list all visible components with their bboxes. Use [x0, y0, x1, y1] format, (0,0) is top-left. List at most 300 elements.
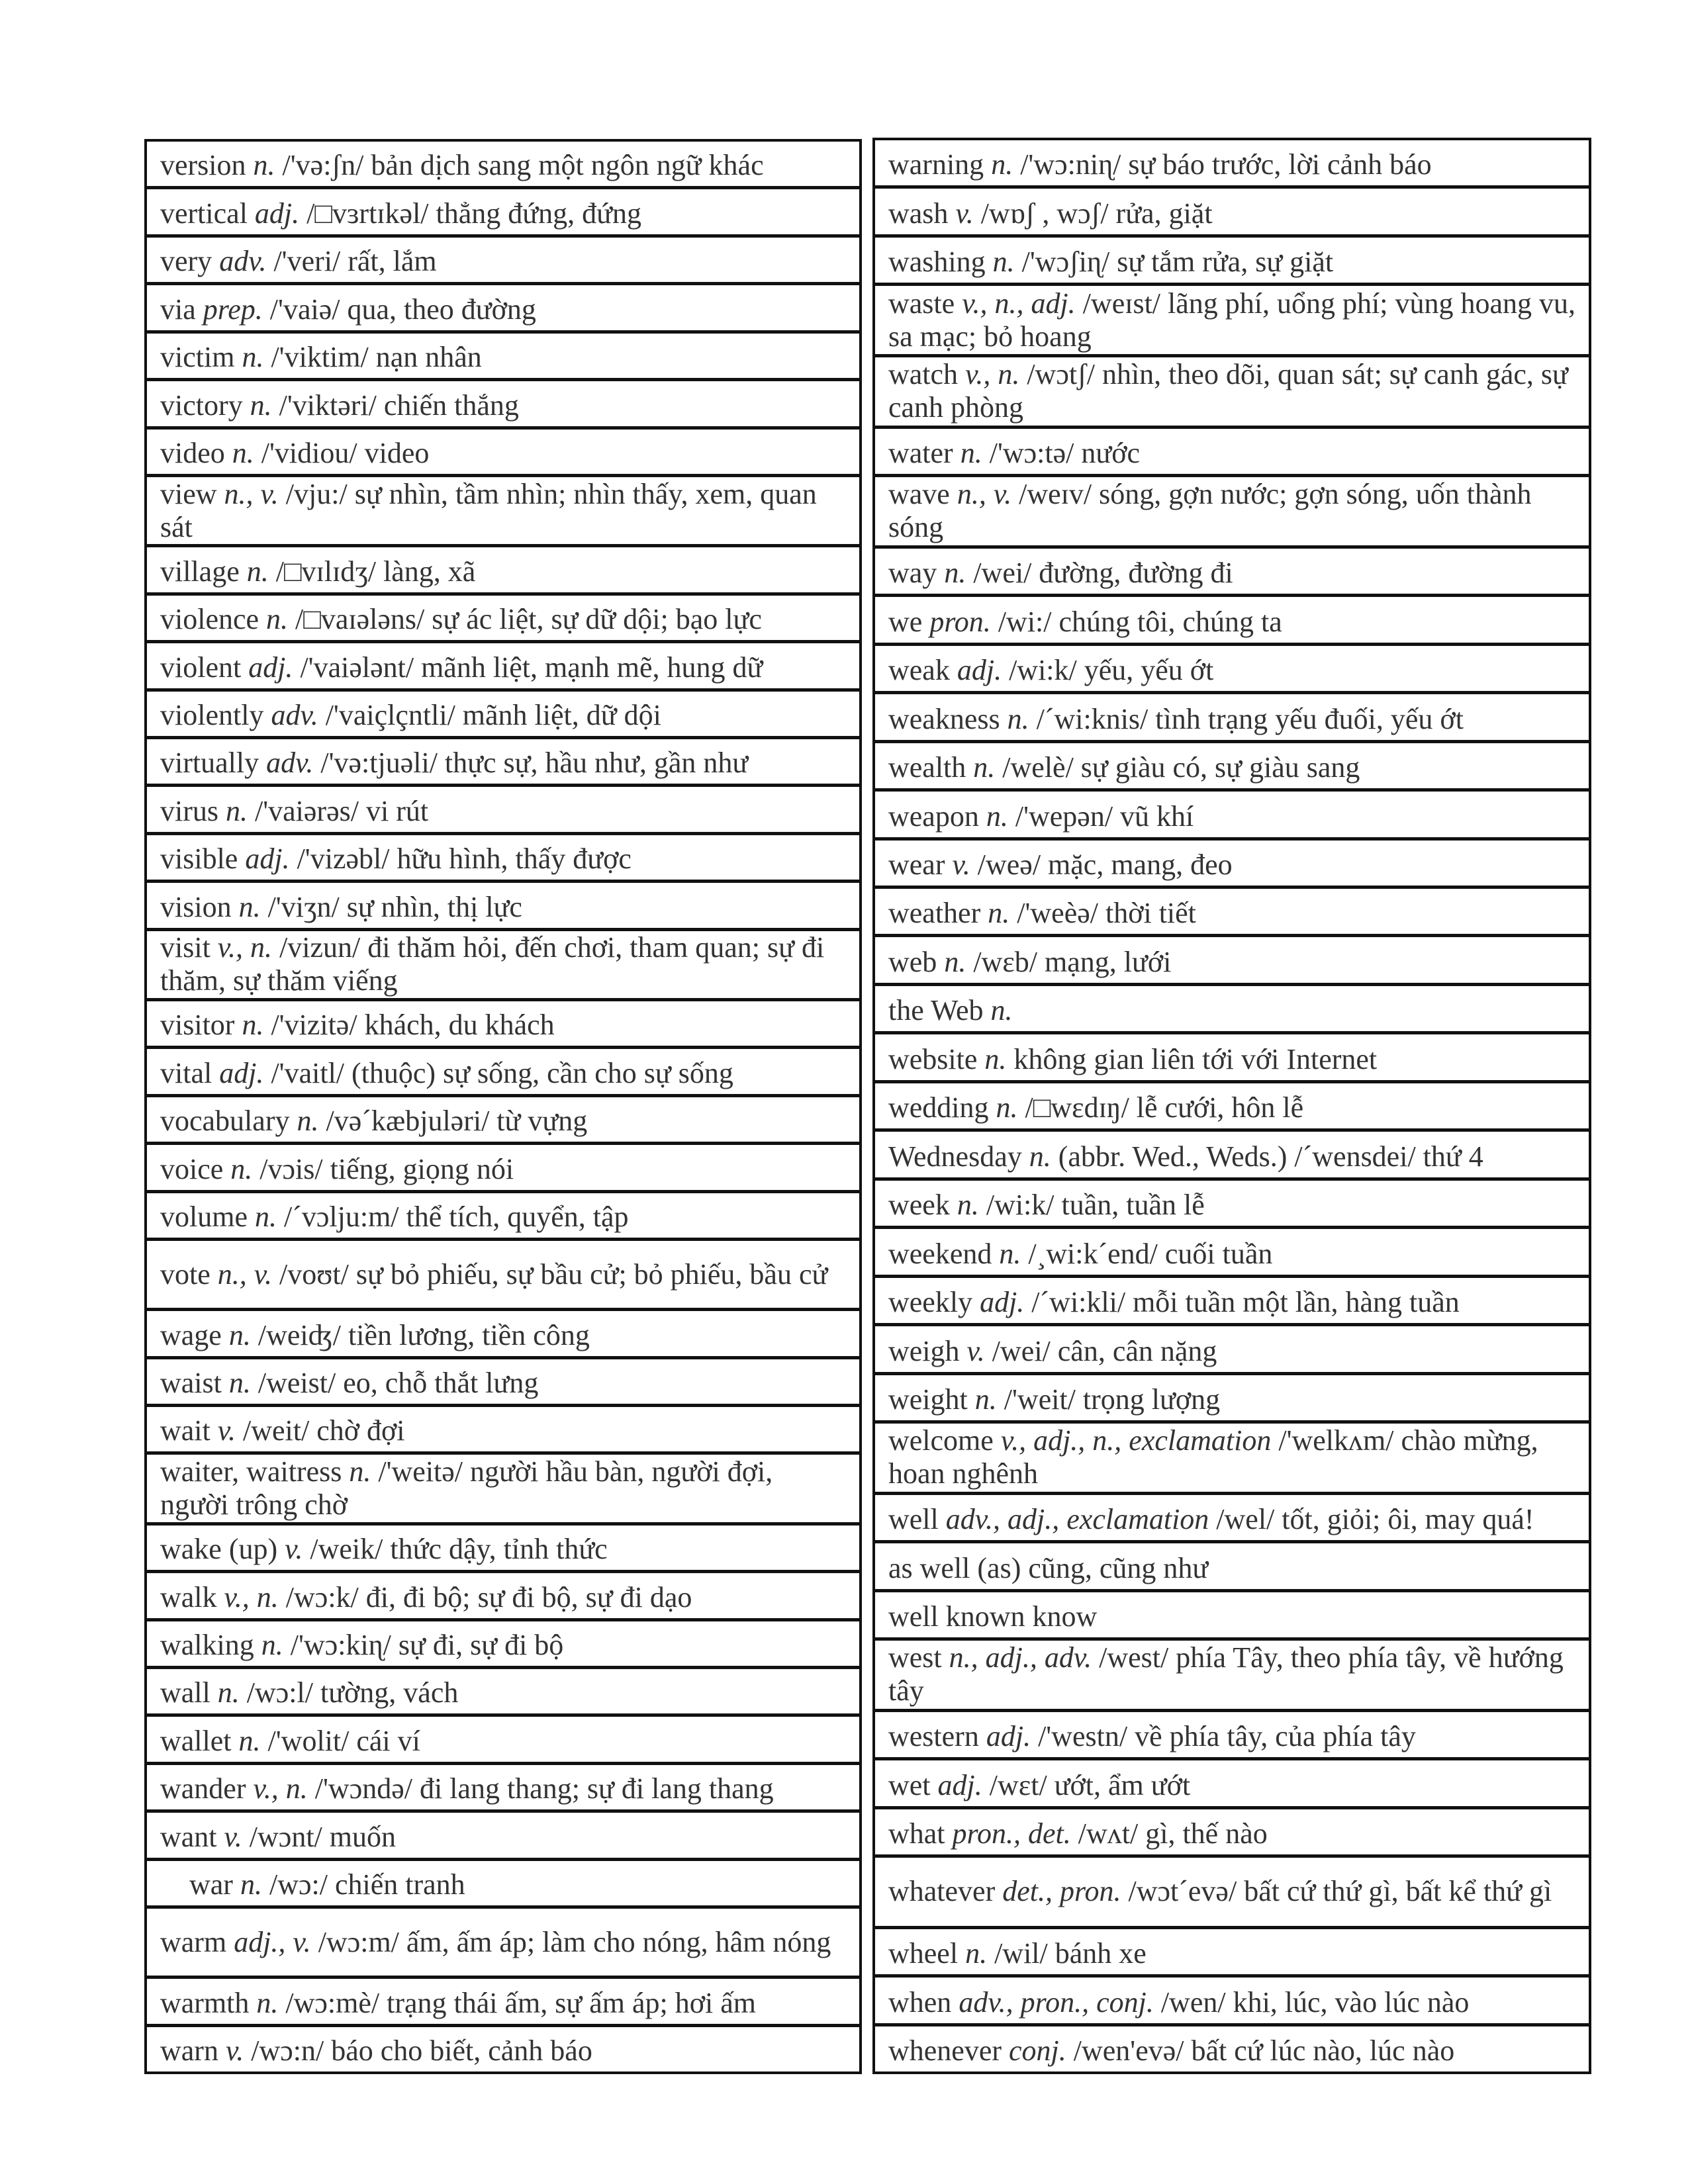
vocabulary-entry: [147, 1765, 859, 1813]
entry-part-of-speech: n., adj., adv.: [949, 1641, 1092, 1674]
entry-word: violent: [160, 651, 242, 684]
entry-definition: /'wɔʃiɳ/ sự tắm rửa, sự giặt: [1021, 246, 1334, 279]
vocabulary-entry: [147, 1359, 859, 1407]
entry-word: view: [160, 477, 217, 510]
entry-part-of-speech: n.: [256, 1986, 279, 2019]
entry-definition: /'vizəbl/ hữu hình, thấy được: [297, 842, 632, 876]
entry-word: waist: [160, 1367, 222, 1400]
entry-part-of-speech: adv.: [266, 747, 314, 780]
entry-part-of-speech: v., n.: [965, 358, 1020, 391]
entry-definition: /wɛt/ ướt, ẩm ướt: [989, 1768, 1191, 1801]
entry-word: vertical: [160, 197, 248, 230]
vocabulary-entry: [875, 1034, 1589, 1083]
vocabulary-entry: [147, 787, 859, 835]
entry-part-of-speech: n.: [217, 1676, 240, 1709]
vocabulary-entry: [147, 1145, 859, 1193]
entry-word: warn: [160, 2034, 218, 2068]
entry-part-of-speech: n.: [261, 1628, 283, 1661]
entry-part-of-speech: adj., v.: [234, 1925, 311, 1958]
vocabulary-entry: [875, 1858, 1589, 1929]
entry-word: very: [160, 245, 212, 278]
entry-word: vision: [160, 890, 232, 923]
vocabulary-entry: [147, 1813, 859, 1860]
entry-text: [888, 1189, 1205, 1226]
entry-text: [888, 1286, 1460, 1323]
entry-text: [160, 293, 536, 330]
entry-word: victory: [160, 388, 243, 422]
entry-text: [888, 557, 1233, 594]
entry-text: [888, 1769, 1190, 1806]
entry-word: warmth: [160, 1986, 250, 2019]
entry-text: [160, 1987, 756, 2024]
entry-part-of-speech: adv.: [271, 698, 318, 731]
vocabulary-entry: [147, 643, 859, 691]
entry-word: wedding: [888, 1091, 989, 1124]
entry-part-of-speech: n.: [960, 437, 982, 470]
entry-text: [160, 1009, 555, 1046]
entry-definition: /'viktəri/ chiến thắng: [279, 388, 519, 422]
vocabulary-entry: [147, 238, 859, 285]
entry-definition: /weik/ thức dậy, tỉnh thức: [310, 1533, 608, 1566]
entry-word: watch: [888, 358, 959, 391]
entry-part-of-speech: v.: [224, 1820, 242, 1853]
entry-word: water: [888, 437, 953, 470]
vocabulary-entry: [147, 1049, 859, 1097]
vocabulary-entry: [875, 1132, 1589, 1180]
entry-word: vocabulary: [160, 1105, 290, 1138]
vocabulary-entry: [875, 1978, 1589, 2026]
entry-part-of-speech: n.: [349, 1455, 371, 1488]
entry-part-of-speech: conj.: [1009, 2034, 1066, 2068]
entry-text: [160, 555, 475, 592]
vocabulary-table-left: [144, 139, 862, 2074]
vocabulary-entry: [875, 2026, 1589, 2071]
entry-word: virus: [160, 794, 218, 827]
vocabulary-entry: [147, 1979, 859, 2026]
entry-word: what: [888, 1817, 945, 1850]
entry-part-of-speech: v., n.: [224, 1580, 279, 1614]
vocabulary-entry: [147, 1193, 859, 1241]
entry-part-of-speech: n.: [990, 994, 1013, 1027]
entry-word: visible: [160, 842, 238, 876]
entry-word: weather: [888, 897, 981, 930]
entry-definition: /vizun/ đi thăm hỏi, đến chơi, tham quan; sự đi thăm, sự thăm viếng: [160, 931, 825, 997]
entry-definition: /weit/ chờ đợi: [243, 1414, 405, 1447]
entry-definition: /wen'evə/ bất cứ lúc nào, lúc nào: [1073, 2034, 1455, 2068]
entry-word: weak: [888, 654, 950, 687]
entry-part-of-speech: n.: [965, 1937, 988, 1970]
entry-text: [888, 751, 1360, 788]
entry-part-of-speech: n.: [238, 890, 261, 923]
entry-part-of-speech: v.: [225, 2034, 244, 2068]
entry-text: [160, 1821, 396, 1858]
entry-word: whatever: [888, 1875, 996, 1908]
entry-part-of-speech: n.: [242, 1009, 264, 1042]
entry-text: [888, 148, 1432, 185]
entry-definition: /wɔ:k/ đi, đi bộ; sự đi bộ, sự đi dạo: [285, 1580, 692, 1614]
entry-word: victim: [160, 341, 235, 374]
entry-word: waiter, waitress: [160, 1455, 342, 1488]
vocabulary-entry: [875, 1495, 1589, 1543]
vocabulary-entry: [875, 1592, 1589, 1641]
entry-part-of-speech: n.: [253, 149, 275, 182]
vocabulary-entry: [147, 1717, 859, 1764]
entry-definition: /□wɛdɪŋ/ lễ cưới, hôn lễ: [1025, 1091, 1304, 1124]
vocabulary-entry: [147, 189, 859, 237]
entry-definition: /'weèə/ thời tiết: [1017, 897, 1196, 930]
entry-text: [160, 341, 482, 378]
entry-part-of-speech: prep.: [203, 293, 263, 326]
entry-part-of-speech: n.: [944, 557, 966, 590]
entry-word: washing: [888, 246, 986, 279]
entry-text: [160, 1201, 629, 1238]
entry-definition: /weə/ mặc, mang, đeo: [977, 848, 1233, 881]
vocabulary-entry: [875, 189, 1589, 237]
vocabulary-entry: [147, 381, 859, 429]
vocabulary-entry: [147, 739, 859, 787]
entry-part-of-speech: n.: [297, 1105, 319, 1138]
entry-definition: /'wɔ:kiɳ/ sự đi, sự đi bộ: [290, 1628, 564, 1661]
entry-word: virtually: [160, 747, 259, 780]
vocabulary-entry: [875, 1543, 1589, 1592]
entry-word: wash: [888, 197, 949, 230]
vocabulary-entry: [875, 646, 1589, 694]
entry-definition: /wɔ:l/ tường, vách: [246, 1676, 459, 1709]
entry-part-of-speech: n.: [944, 945, 966, 978]
entry-definition: /weɪst/ lãng phí, uổng phí; vùng hoang vu, sa mạc; bỏ hoang: [888, 287, 1575, 353]
entry-text: [160, 1367, 538, 1404]
entry-definition: /west/ phía Tây, theo phía tây, về hướng tây: [888, 1641, 1564, 1707]
entry-word: via: [160, 293, 196, 326]
vocabulary-entry: [875, 477, 1589, 549]
entry-definition: /wei/ cân, cân nặng: [992, 1334, 1217, 1367]
entry-word: week: [888, 1189, 950, 1222]
entry-word: version: [160, 149, 246, 182]
entry-definition: cũng, cũng như: [1028, 1551, 1209, 1584]
entry-word: warm: [160, 1925, 227, 1958]
vocabulary-entry: [875, 792, 1589, 840]
entry-text: [160, 1772, 774, 1809]
vocabulary-entry: [875, 286, 1589, 357]
vocabulary-entry: [147, 1455, 859, 1525]
entry-definition: /wi:k/ tuần, tuần lễ: [986, 1189, 1205, 1222]
entry-text: [888, 703, 1464, 740]
vocabulary-entry: [875, 1760, 1589, 1809]
entry-definition: /´wi:kli/ mỗi tuần một lần, hàng tuần: [1031, 1286, 1460, 1319]
entry-definition: /weist/ eo, chỗ thắt lưng: [258, 1367, 539, 1400]
vocabulary-entry: [875, 937, 1589, 985]
entry-definition: /wɔ:n/ báo cho biết, cảnh báo: [251, 2034, 592, 2068]
entry-word: whenever: [888, 2034, 1002, 2068]
entry-word: wheel: [888, 1937, 959, 1970]
entry-text: [160, 1926, 831, 1959]
entry-text: [160, 1057, 733, 1094]
vocabulary-entry: [875, 1181, 1589, 1229]
entry-definition: /wʌt/ gì, thế nào: [1078, 1817, 1268, 1850]
entry-text: [160, 795, 428, 832]
vocabulary-entry: [147, 1311, 859, 1359]
entry-word: wear: [888, 848, 945, 881]
entry-definition: /vɔis/ tiếng, giọng nói: [259, 1152, 514, 1185]
vocabulary-entry: [875, 841, 1589, 889]
entry-word: well known know: [888, 1600, 1098, 1633]
entry-definition: /wɒʃ , wɔʃ/ rửa, giặt: [980, 197, 1213, 230]
entry-part-of-speech: v.: [952, 848, 970, 881]
entry-part-of-speech: n.: [238, 1724, 261, 1757]
entry-part-of-speech: det., pron.: [1002, 1875, 1121, 1908]
entry-text: [160, 1414, 405, 1451]
entry-word: wage: [160, 1318, 222, 1351]
entry-part-of-speech: n.: [228, 1367, 251, 1400]
vocabulary-entry: [875, 1809, 1589, 1858]
entry-word: violence: [160, 603, 259, 636]
vocabulary-entry: [875, 1641, 1589, 1712]
entry-definition: /'westn/ về phía tây, của phía tây: [1038, 1720, 1416, 1753]
entry-text: [888, 1600, 1097, 1637]
entry-word: web: [888, 945, 937, 978]
entry-text: [160, 603, 762, 640]
entry-part-of-speech: n.: [957, 1189, 979, 1222]
entry-definition: /wɛb/ mạng, lưới: [973, 945, 1172, 978]
entry-text: [160, 389, 519, 426]
vocabulary-entry: [147, 1097, 859, 1145]
entry-text: [888, 437, 1140, 474]
entry-word: west: [888, 1641, 942, 1674]
vocabulary-entry: [147, 931, 859, 1001]
entry-word: weekly: [888, 1286, 973, 1319]
entry-text: [888, 848, 1233, 886]
entry-part-of-speech: n., v.: [224, 477, 279, 510]
vocabulary-entry: [875, 1929, 1589, 1978]
entry-word: website: [888, 1042, 978, 1075]
entry-definition: /və´kæbjuləri/ từ vựng: [326, 1105, 588, 1138]
entry-text: [160, 891, 522, 928]
vocabulary-entry: [147, 285, 859, 333]
entry-part-of-speech: v.: [217, 1414, 236, 1447]
entry-part-of-speech: adj.: [957, 654, 1002, 687]
entry-text: [160, 1105, 587, 1142]
entry-text: [888, 1383, 1220, 1420]
entry-definition: /´vɔlju:m/ thể tích, quyển, tập: [283, 1201, 629, 1234]
entry-word: wait: [160, 1414, 211, 1447]
entry-word: vital: [160, 1056, 212, 1089]
entry-text: [888, 1986, 1469, 2023]
entry-word: the Web: [888, 994, 984, 1027]
entry-text: [888, 1720, 1416, 1757]
vocabulary-entry: [875, 1424, 1589, 1495]
entry-definition: /'weitə/ người hầu bàn, người đợi, người trông chờ: [160, 1455, 773, 1522]
entry-text: [888, 246, 1333, 283]
entry-text: [888, 1091, 1303, 1128]
entry-word: visit: [160, 931, 211, 964]
entry-text: [888, 1140, 1483, 1177]
entry-part-of-speech: n.: [228, 1318, 251, 1351]
entry-definition: /'wɔndə/ đi lang thang; sự đi lang thang: [314, 1772, 774, 1805]
entry-text: [888, 1335, 1217, 1372]
entry-word: vote: [160, 1257, 211, 1291]
entry-word: wake (up): [160, 1533, 278, 1566]
entry-word: warning: [888, 148, 984, 181]
vocabulary-entry: [147, 1241, 859, 1311]
entry-word: weekend: [888, 1237, 992, 1270]
entry-part-of-speech: v.: [285, 1533, 303, 1566]
entry-word: wall: [160, 1676, 211, 1709]
vocabulary-entry: [875, 597, 1589, 645]
entry-part-of-speech: n.: [999, 1237, 1021, 1270]
entry-part-of-speech: n.: [996, 1091, 1018, 1124]
entry-part-of-speech: n.: [988, 897, 1010, 930]
entry-definition: /wil/ bánh xe: [994, 1937, 1147, 1970]
vocabulary-entry: [875, 357, 1589, 429]
entry-part-of-speech: v., adj., n., exclamation: [1000, 1424, 1272, 1457]
vocabulary-entry: [147, 477, 859, 547]
entry-part-of-speech: n.: [974, 1383, 997, 1416]
entry-text: [160, 651, 763, 688]
vocabulary-entry: [875, 140, 1589, 189]
entry-definition: /□vaɪələns/ sự ác liệt, sự dữ dội; bạo lực: [295, 603, 762, 636]
entry-text: [160, 1725, 420, 1762]
entry-definition: /wɔtʃ/ nhìn, theo dõi, quan sát; sự canh gác, sự canh phòng: [888, 358, 1568, 424]
entry-definition: /'wepən/ vũ khí: [1015, 799, 1194, 833]
entry-part-of-speech: n.: [250, 388, 272, 422]
vocabulary-entry: [875, 1326, 1589, 1375]
entry-word: walking: [160, 1628, 254, 1661]
vocabulary-entry: [147, 547, 859, 595]
entry-part-of-speech: v.: [955, 197, 974, 230]
vocabulary-entry: [147, 596, 859, 643]
vocabulary-entry: [875, 889, 1589, 937]
entry-definition: /'və:ʃn/ bản dịch sang một ngôn ngữ khác: [282, 149, 764, 182]
entry-text: [160, 149, 764, 186]
vocabulary-table-right: [872, 138, 1591, 2074]
entry-definition: /'veri/ rất, lắm: [273, 245, 437, 278]
entry-text: [888, 1043, 1377, 1080]
entry-text: [160, 1581, 692, 1618]
entry-text: [888, 197, 1213, 234]
entry-part-of-speech: n.: [240, 1868, 262, 1901]
entry-word: way: [888, 557, 937, 590]
entry-word: weight: [888, 1383, 968, 1416]
entry-text: [160, 1153, 514, 1190]
entry-part-of-speech: adv.: [219, 245, 267, 278]
entry-part-of-speech: adj.: [254, 197, 300, 230]
entry-text: [160, 1676, 458, 1713]
entry-definition: /'vaitl/ (thuộc) sự sống, cần cho sự sống: [271, 1056, 733, 1089]
entry-word: we: [888, 605, 923, 638]
entry-word: video: [160, 437, 225, 470]
vocabulary-entry: [875, 694, 1589, 743]
entry-definition: /'vizitə/ khách, du khách: [271, 1009, 555, 1042]
entry-text: [888, 946, 1171, 983]
entry-part-of-speech: n.: [1029, 1140, 1051, 1173]
entry-word: war: [160, 1868, 233, 1901]
vocabulary-entry: [875, 743, 1589, 792]
entry-text: [888, 358, 1575, 424]
entry-part-of-speech: pron., det.: [952, 1817, 1071, 1850]
vocabulary-entry: [147, 883, 859, 931]
entry-definition: /'weit/ trọng lượng: [1004, 1383, 1221, 1416]
entry-word: volume: [160, 1201, 248, 1234]
entry-definition: /'viʒn/ sự nhìn, thị lực: [267, 890, 522, 923]
entry-text: [888, 800, 1194, 837]
entry-definition: /wɔ:mè/ trạng thái ấm, sự ấm áp; hơi ấm: [285, 1986, 757, 2019]
entry-part-of-speech: n.: [226, 794, 248, 827]
entry-part-of-speech: v., n., adj.: [962, 287, 1076, 320]
entry-definition: /wɔnt/ muốn: [249, 1820, 396, 1853]
entry-part-of-speech: v.: [966, 1334, 985, 1367]
entry-text: [888, 606, 1282, 643]
entry-text: [160, 1258, 827, 1291]
entry-word: when: [888, 1985, 952, 2019]
entry-definition: /□vɪlɪdʒ/ làng, xã: [275, 555, 476, 588]
entry-part-of-speech: n.: [992, 246, 1015, 279]
entry-definition: /'və:tjuəli/ thực sự, hầu như, gần như: [320, 747, 749, 780]
vocabulary-entry: [147, 1407, 859, 1455]
vocabulary-entry: [875, 549, 1589, 597]
entry-definition: /'wolit/ cái ví: [267, 1724, 420, 1757]
entry-word: weakness: [888, 702, 1000, 735]
entry-definition: /weɪv/ sóng, gợn nước; gợn sóng, uốn thành sóng: [888, 478, 1532, 544]
entry-text: [160, 1629, 563, 1666]
entry-word: well: [888, 1503, 939, 1536]
vocabulary-entry: [147, 2027, 859, 2071]
entry-definition: /□vɜrtɪkəl/ thẳng đứng, đứng: [306, 197, 641, 230]
vocabulary-entry: [875, 1712, 1589, 1760]
entry-text: [888, 1641, 1575, 1707]
vocabulary-entry: [147, 1621, 859, 1669]
entry-text: [160, 197, 641, 234]
entry-text: [888, 1937, 1147, 1974]
vocabulary-entry: [147, 1909, 859, 1979]
entry-definition: /'vaiərəs/ vi rút: [255, 794, 429, 827]
entry-text: [160, 699, 661, 736]
entry-word: walk: [160, 1580, 217, 1614]
entry-part-of-speech: n.: [232, 437, 254, 470]
entry-definition: (abbr. Wed., Weds.) /´wensdei/ thứ 4: [1058, 1140, 1483, 1173]
entry-definition: /'vidiou/ video: [261, 437, 430, 470]
entry-text: [160, 2034, 592, 2071]
entry-text: [888, 1424, 1575, 1490]
entry-part-of-speech: adj.: [986, 1720, 1031, 1753]
vocabulary-entry: [147, 835, 859, 883]
entry-text: [160, 931, 846, 997]
entry-part-of-speech: n.: [991, 148, 1013, 181]
entry-part-of-speech: n.: [1007, 702, 1029, 735]
entry-word: want: [160, 1820, 217, 1853]
entry-text: [888, 994, 1013, 1031]
entry-text: [888, 2034, 1454, 2071]
entry-text: [888, 1817, 1268, 1854]
entry-definition: /'welkʌm/ chào mừng, hoan nghênh: [888, 1424, 1538, 1490]
entry-text: [160, 478, 846, 544]
entry-part-of-speech: pron.: [929, 605, 991, 638]
entry-part-of-speech: n.: [242, 341, 264, 374]
vocabulary-entry: [875, 238, 1589, 286]
entry-text: [160, 245, 437, 282]
entry-definition: /vju:/ sự nhìn, tầm nhìn; nhìn thấy, xem, quan sát: [160, 477, 817, 543]
entry-text: [888, 287, 1575, 353]
entry-word: visitor: [160, 1009, 235, 1042]
vocabulary-entry: [147, 1669, 859, 1717]
entry-definition: /wei/ đường, đường đi: [973, 557, 1233, 590]
entry-part-of-speech: n.: [246, 555, 269, 588]
vocabulary-entry: [875, 1229, 1589, 1277]
entry-word: wet: [888, 1768, 931, 1801]
entry-definition: /wi:k/ yếu, yếu ớt: [1009, 654, 1214, 687]
vocabulary-entry: [147, 1001, 859, 1049]
entry-part-of-speech: n., v.: [217, 1257, 273, 1291]
entry-word: as well (as): [888, 1551, 1021, 1584]
